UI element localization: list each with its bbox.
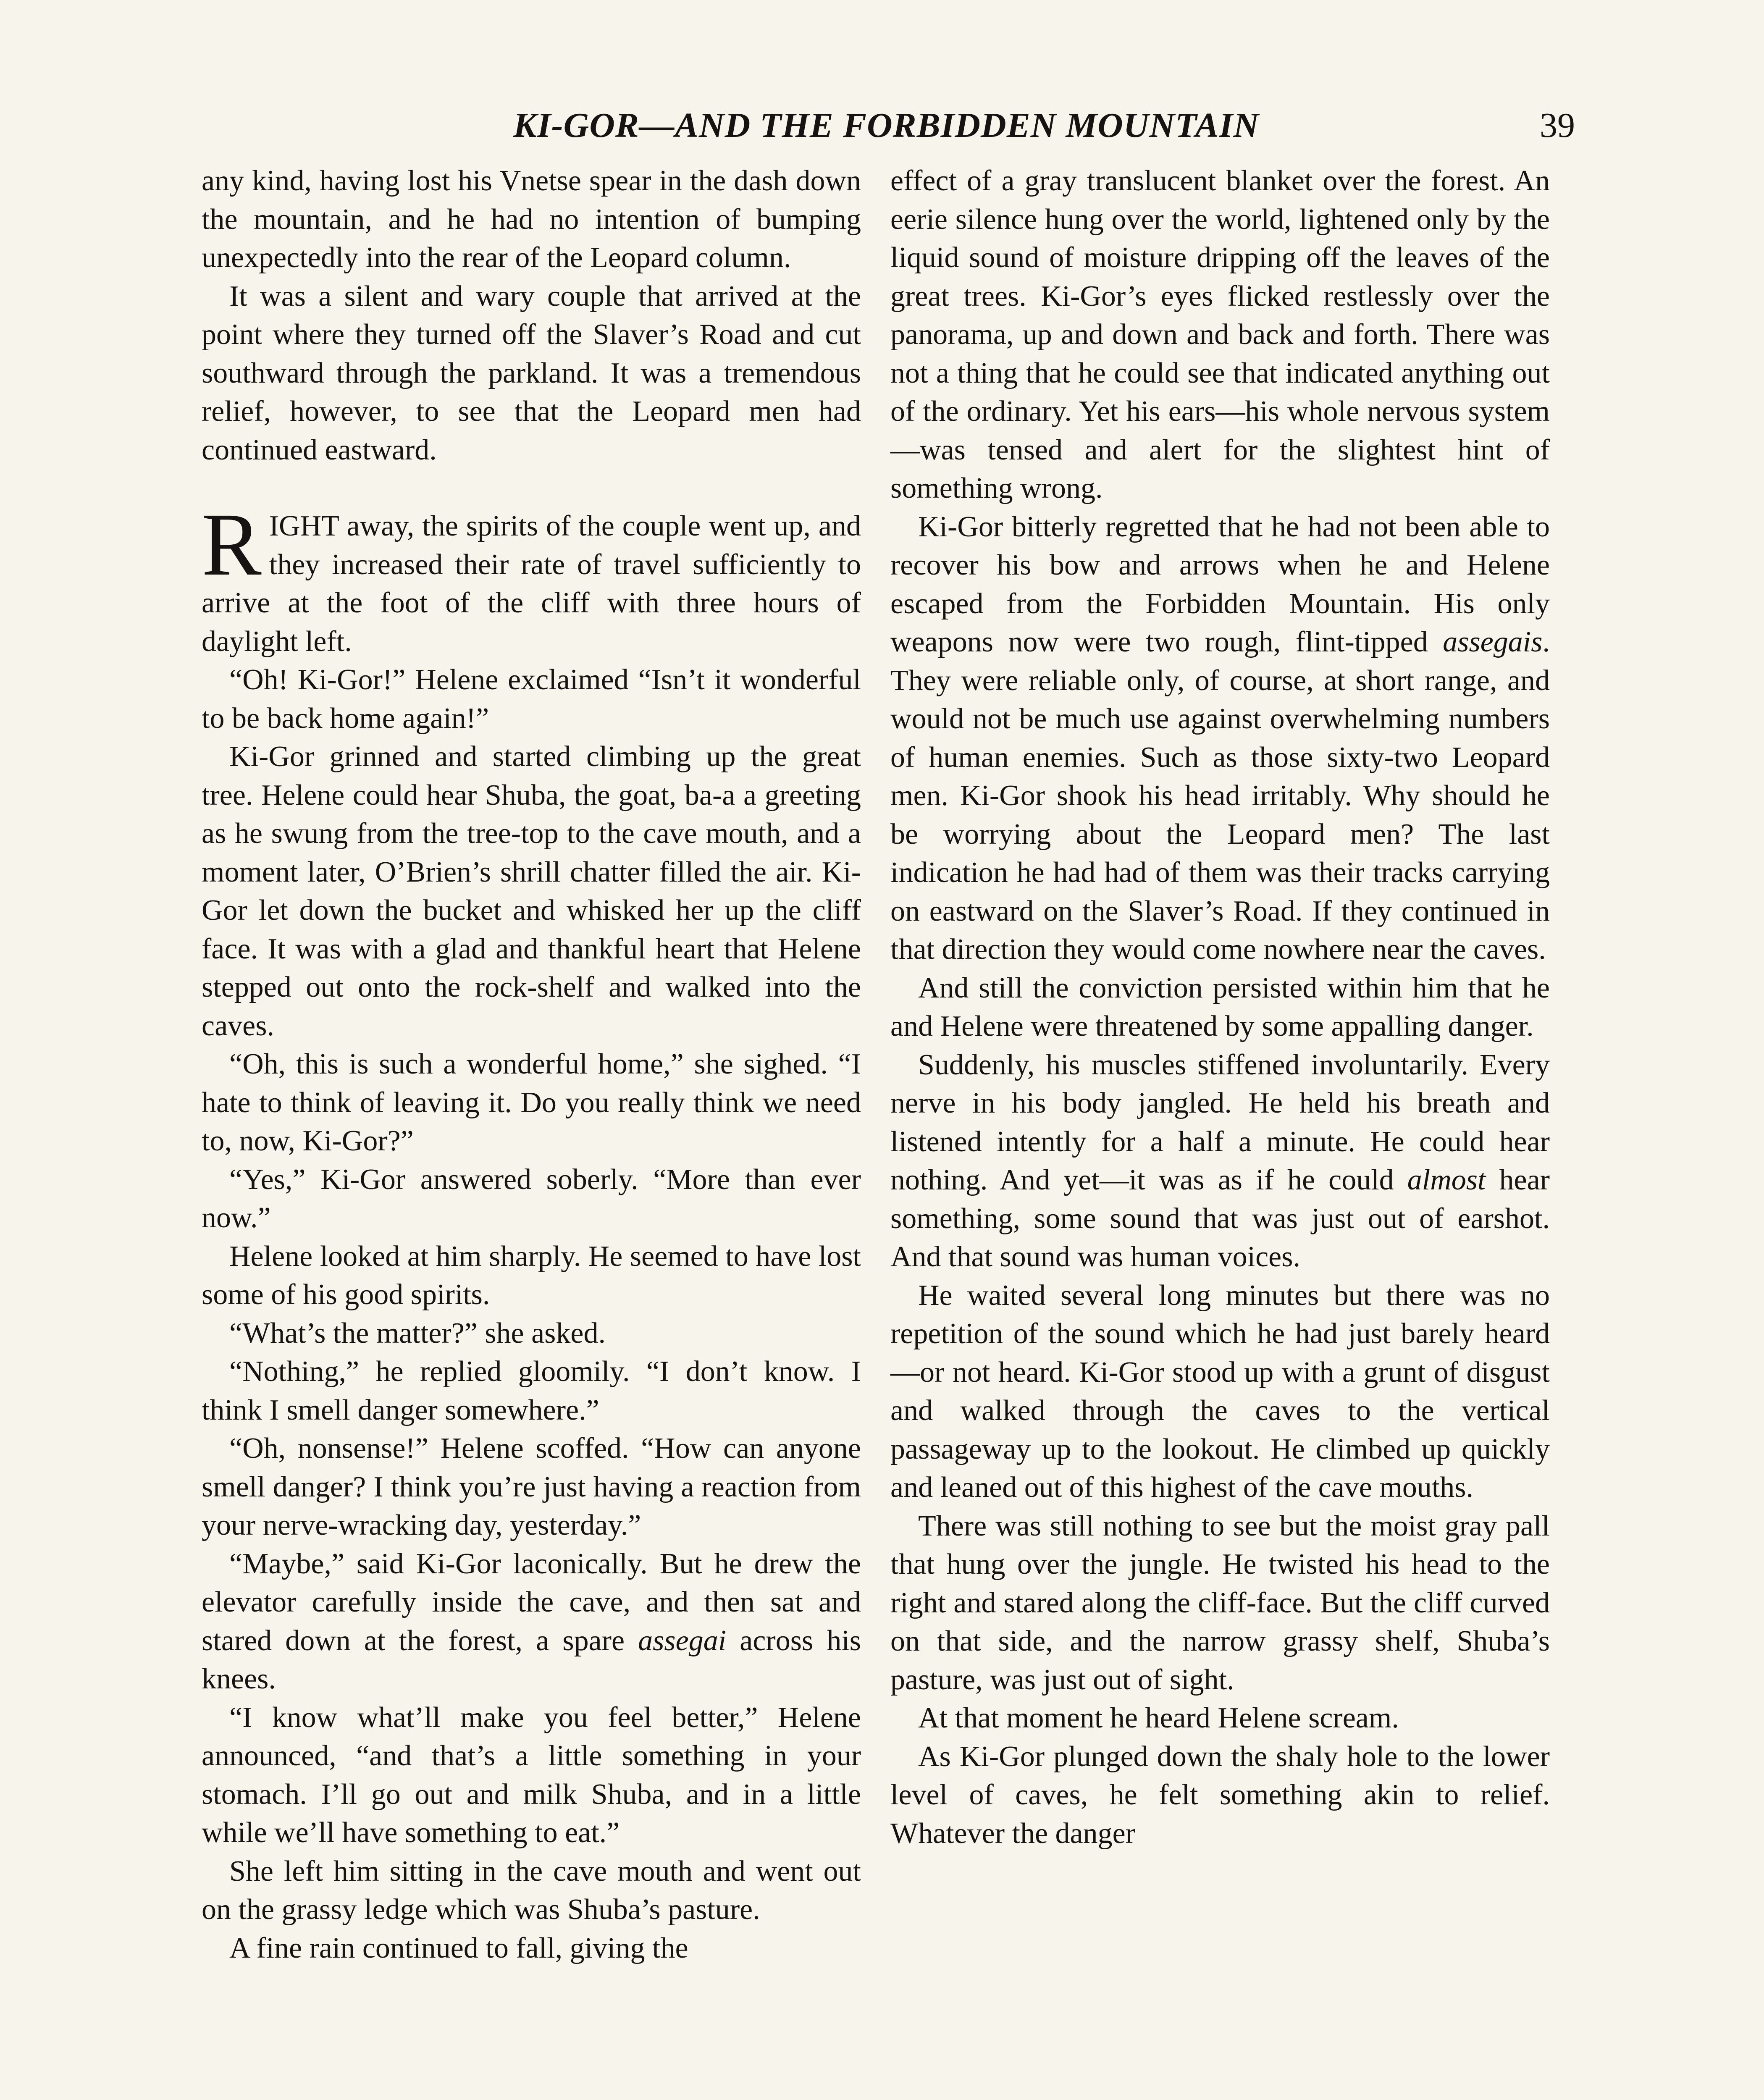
paragraph-text: hear something, some sound that was just out of earshot. And that sound was human voices. xyxy=(890,1164,1550,1273)
paragraph-text: IGHT away, the spirits of the couple went up, and they increased their rate of travel sufficiently to arrive at the foot of the cliff with three hours of daylight left. xyxy=(202,510,861,658)
section-opening-paragraph xyxy=(202,495,861,661)
paragraph-text: Ki-Gor bitterly regretted that he had not been able to recover his bow and arrows when he and Helene escaped from the Forbidden Mountain. His only weapons now were two rough, flint-tipped xyxy=(890,510,1550,658)
paragraph: She left him sitting in the cave mouth and went out on the grassy ledge which was Shuba’s pasture. xyxy=(202,1855,861,1926)
paragraph: effect of a gray translucent blanket over the forest. An eerie silence hung over the world, lightened only by the liquid sound of moisture dripping off the leaves of the great trees. Ki-Gor’s eyes flicked restlessly over the panorama, up and down and back and forth. There was not a thing that he could see that indicated anything out of the ordinary. Yet his ears—his whole nervous system—was tensed and alert for the slightest hint of something wrong. xyxy=(890,165,1550,504)
paragraph-text: across his knees. xyxy=(202,1624,861,1695)
paragraph: “I know what’ll make you feel better,” Helene announced, “and that’s a little something in your stomach. I’ll go out and milk Shuba, and in a little while we’ll have something to eat.” xyxy=(202,1701,861,1849)
paragraph-text: Suddenly, his muscles stiffened involuntarily. Every nerve in his body jangled. He held his breath and listened intently for a half a minute. He could hear nothing. And yet—it was as if he could xyxy=(890,1048,1550,1196)
paragraph: At that moment he heard Helene scream. xyxy=(918,1702,1399,1734)
paragraph: any kind, having lost his Vnetse spear in the dash down the mountain, and he had no intention of bumping unexpectedly into the rear of the Leopard column. xyxy=(202,165,861,274)
paragraph: “Nothing,” he replied gloomily. “I don’t know. I think I smell danger somewhere.” xyxy=(202,1355,861,1426)
paragraph: “Oh, nonsense!” Helene scoffed. “How can anyone smell danger? I think you’re just having a reaction from your nerve-wracking day, yesterday.” xyxy=(202,1432,861,1541)
paragraph: He waited several long minutes but there was no repetition of the sound which he had just barely heard—or not heard. Ki-Gor stood up with a grunt of disgust and walked through the caves to the vertical passageway up to the lookout. He climbed up quickly and leaned out of this highest of the cave mouths. xyxy=(890,1279,1550,1504)
paragraph: There was still nothing to see but the moist gray pall that hung over the jungle. He twisted his head to the right and stared along the cliff-face. But the cliff curved on that side, and the narrow grassy shelf, Shuba’s pasture, was just out of sight. xyxy=(890,1509,1550,1696)
italic-word: assegai xyxy=(638,1624,727,1657)
page-number: 39 xyxy=(1540,106,1575,145)
drop-cap: R xyxy=(202,495,262,594)
paragraph: “Yes,” Ki-Gor answered soberly. “More than ever now.” xyxy=(202,1163,861,1234)
paragraph xyxy=(890,1046,1550,1276)
paragraph: A fine rain continued to fall, giving the xyxy=(229,1932,688,1964)
right-column xyxy=(890,162,1550,1853)
italic-word: almost xyxy=(1407,1164,1486,1196)
paragraph: “What’s the matter?” she asked. xyxy=(229,1317,606,1349)
paragraph: Ki-Gor grinned and started climbing up the great tree. Helene could hear Shuba, the goat, ba-a a greeting as he swung from the tree-top to the cave mouth, and a moment later, O’Brien’s shrill chatter filled the air. Ki-Gor let down the bucket and whisked her up the cliff face. It was with a glad and thankful heart that Helene stepped out onto the rock-shelf and walked into the caves. xyxy=(202,740,861,1042)
paragraph-text: . They were reliable only, of course, at short range, and would not be much use against overwhelming numbers of human enemies. Such as those sixty-two Leopard men. Ki-Gor shook his head irritably. Why should he be worrying about the Leopard men? The last indication he had had of them was their tracks carrying on eastward on the Slaver’s Road. If they continued in that direction they would come nowhere near the caves. xyxy=(890,626,1550,966)
paragraph: As Ki-Gor plunged down the shaly hole to the lower level of caves, he felt something akin to relief. Whatever the danger xyxy=(890,1740,1550,1850)
paragraph: It was a silent and wary couple that arrived at the point where they turned off the Slaver’s Road and cut southward through the parkland. It was a tremendous relief, however, to see that the Leopard men had continued eastward. xyxy=(202,280,861,466)
running-title: KI-GOR—AND THE FORBIDDEN MOUNTAIN xyxy=(513,106,1260,145)
italic-word: assegais xyxy=(1443,626,1543,658)
paragraph xyxy=(890,508,1550,969)
running-head xyxy=(197,105,1575,155)
paragraph: “Oh, this is such a wonderful home,” she sighed. “I hate to think of leaving it. Do you really think we need to, now, Ki-Gor?” xyxy=(202,1048,861,1157)
paragraph-text: “Maybe,” said Ki-Gor laconically. But he drew the elevator carefully inside the cave, and then sat and stared down at the forest, a spare xyxy=(202,1547,861,1657)
paragraph: Helene looked at him sharply. He seemed to have lost some of his good spirits. xyxy=(202,1240,861,1311)
paragraph: And still the conviction persisted within him that he and Helene were threatened by some appalling danger. xyxy=(890,971,1550,1042)
paragraph xyxy=(202,1545,861,1698)
paragraph: “Oh! Ki-Gor!” Helene exclaimed “Isn’t it wonderful to be back home again!” xyxy=(202,664,861,735)
left-column xyxy=(202,162,861,1967)
